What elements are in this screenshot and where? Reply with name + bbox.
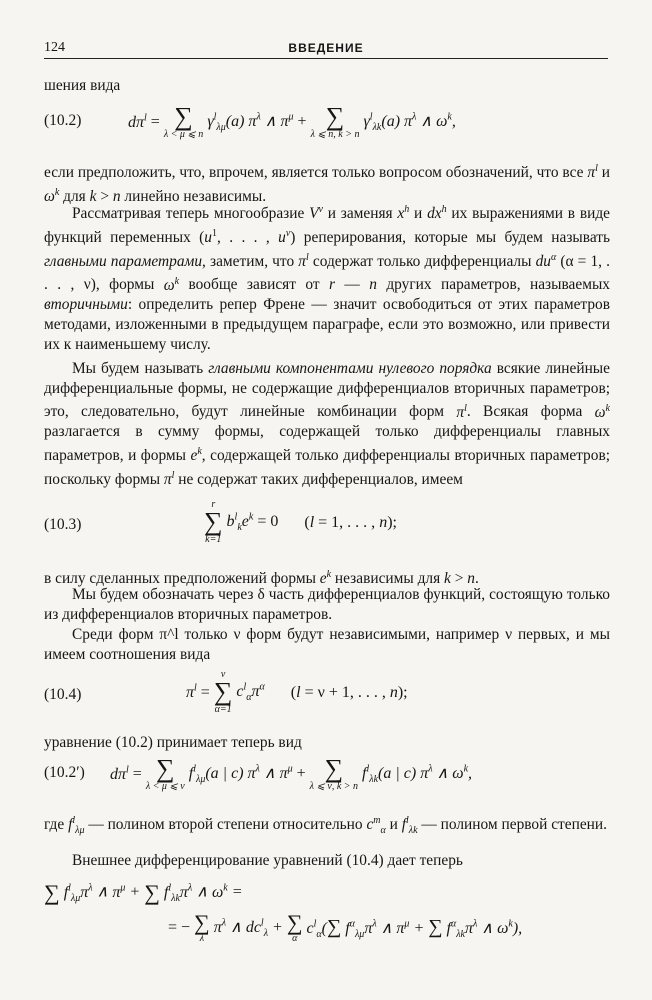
equation-number: (10.2) [44, 112, 82, 129]
paragraph: Внешнее дифференцирование уравнений (10.4) дает теперь [72, 852, 463, 869]
equation-exterior-line1: ∑ $f^l_{\lambda\mu}\pi^\lambda$ ∧ $\pi^\mu$ + ∑ $f^l_{\lambda k}\pi^\lambda$ ∧ $\omega^k$ = [44, 880, 243, 905]
paragraph-continuation: шения вида [44, 77, 121, 94]
equation-number: (10.3) [44, 516, 82, 533]
equation-10-2 [44, 104, 610, 144]
equation-number: (10.4) [44, 686, 82, 703]
running-title: ВВЕДЕНИЕ [288, 41, 364, 55]
page-number: 124 [44, 40, 65, 55]
equation-10-3 [44, 500, 610, 550]
paragraph: уравнение (10.2) принимает теперь вид [44, 734, 302, 751]
paragraph: Мы будем обозначать через δ часть дифференциалов функций, состоящую только из дифференциалов вторичных параметров. [44, 586, 610, 623]
paragraph: Мы будем называть главными компонентами нулевого порядка всякие линейные дифференциальные формы, не содержащие дифференциалов вторичных параметров; это, следовательно, будут линейные комбинации форм $\pi^l$. Всякая форма $\omega^k$ разлагается в сумму формы, содержащей только дифференциалы главных параметров, и формы $e^k$, содержащей только дифференциалы вторичных параметров; поскольку формы $\pi^l$ не содержат таких дифференциалов, имеем [44, 360, 610, 488]
equation-10-4 [44, 670, 610, 720]
equation-exterior-line2: = − ∑ λ $\pi^\lambda$ ∧ $dc^l_\lambda$ + ∑ α $c^l_\alpha(\sum$ $f^\alpha_{\lambda\mu}\pi^\lambda$ ∧ $\pi^\mu$ + ∑ $f^\alpha_{\lambda k}\pi^\lambda$ ∧ $\omega^k$), [168, 910, 523, 944]
equation-body: r ∑ k=1 $b^l_ke^k = 0$ (l = 1, . . . , n); [204, 499, 397, 545]
equation-number: (10.2′) [44, 764, 85, 781]
equation-body: $d\pi^l$ = ∑ λ < μ ⩽ n $\gamma^l_{\lambda\mu}(a)$ $\pi^\lambda$ ∧ $\pi^\mu$ + ∑ λ ⩽ n, k > n $\gamma^l_{\lambda k}(a)$ $\pi^\lambda$ ∧ $\omega^k$, [128, 102, 456, 140]
page-header [44, 38, 608, 59]
equation-10-2-prime [44, 756, 610, 796]
paragraph: Рассматривая теперь многообразие $V^\nu$ и заменяя $x^h$ и $dx^h$ их выражениями в виде функций переменных ($u^1$, . . . , $u^\nu$) реперирования, которые мы будем называть главными параметрами, заметим, что $\pi^l$ содержат только дифференциалы $du^\alpha$ (α = 1, . . . , ν), формы $\omega^k$ вообще зависят от r — n других параметров, называемых вторичными: определить репер Френе — значит освободиться от этих параметров методами, изложенными в предыдущем параграфе, если это возможно, или привести их к наименьшему числу. [44, 204, 610, 353]
paragraph: в силу сделанных предположений формы $e^k$ независимы для k > n. [44, 569, 479, 588]
equation-body: $\pi^l$ = ν ∑ α=1 $c^l_\alpha\pi^\alpha$ (l = ν + 1, . . . , n); [186, 669, 408, 715]
paragraph: где $f^l_{\lambda\mu}$ — полином второй степени относительно $c^m_\alpha$ и $f^l_{\lambda k}$ — полином первой степени. [44, 815, 607, 837]
paragraph: Среди форм π^l только ν форм будут независимыми, например ν первых, и мы имеем соотношения вида [44, 626, 610, 663]
equation-body: $d\pi^l$ = ∑ λ < μ ⩽ ν $f^l_{\lambda\mu}(a$ | c) $\pi^\lambda$ ∧ $\pi^\mu$ + ∑ λ ⩽ ν, k > n $f^l_{\lambda k}(a$ | c) $\pi^\lambda$ ∧ $\omega^k$, [110, 754, 473, 792]
paragraph: если предположить, что, впрочем, является только вопросом обозначений, что все $\pi^l$ и $\omega^k$ для k > n линейно независимы. [44, 163, 610, 205]
